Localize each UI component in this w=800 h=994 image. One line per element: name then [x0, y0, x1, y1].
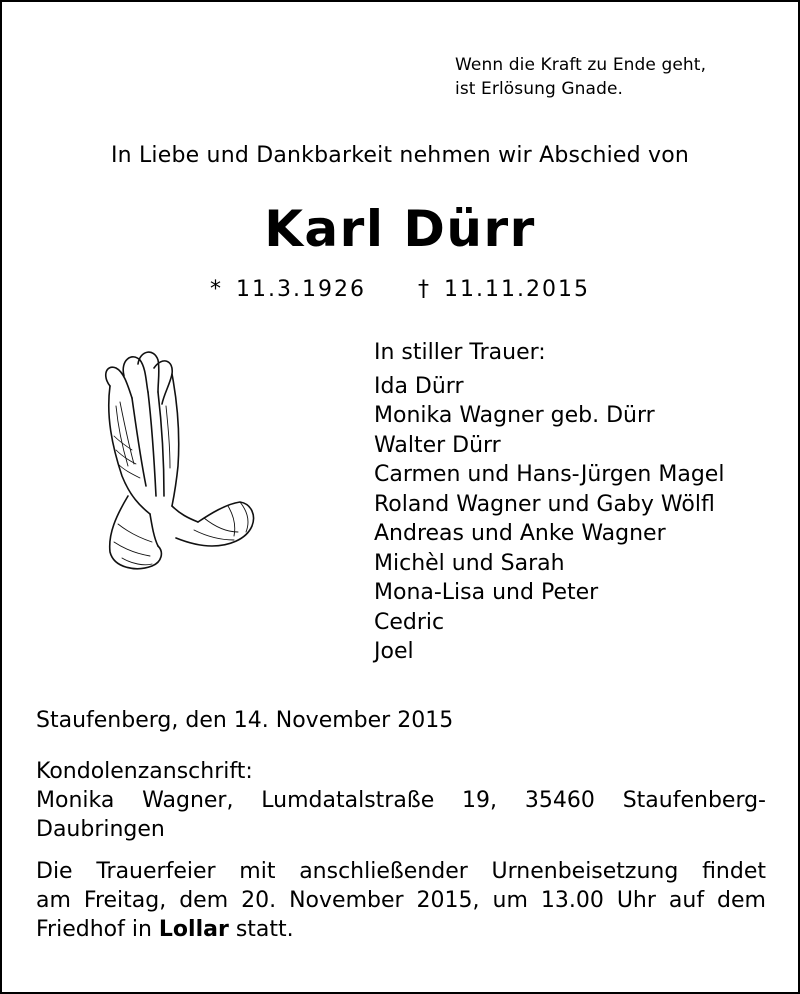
- motto-line-2: ist Erlösung Gnade.: [455, 79, 624, 99]
- death-date: 11.11.2015: [444, 277, 590, 302]
- service-line-3: [36, 915, 766, 944]
- mourner-name: Mona-Lisa und Peter: [374, 580, 599, 605]
- mourner-name: Cedric: [374, 609, 445, 635]
- praying-hands-icon: [88, 346, 258, 578]
- condolence-address-line-1: Monika Wagner, Lumdatalstraße 19, 35460 Staufenberg-: [36, 788, 766, 813]
- mourners-heading: In stiller Trauer:: [374, 340, 546, 365]
- condolence-label: Kondolenzanschrift:: [36, 759, 253, 784]
- place-and-date: Staufenberg, den 14. November 2015: [36, 708, 454, 733]
- service-line-1: Die Trauerfeier mit anschließender Urnenbeisetzung findet: [36, 859, 766, 884]
- funeral-service-info: [36, 857, 766, 944]
- condolence-address-line-2: Daubringen: [36, 817, 165, 842]
- mourner-name: Joel: [374, 639, 414, 664]
- birth-symbol: *: [210, 277, 224, 302]
- deceased-name: Karl Dürr: [264, 200, 536, 258]
- death-symbol: †: [418, 277, 431, 302]
- mourner-name: Monika Wagner geb. Dürr: [374, 403, 655, 428]
- mourner-name: Michèl und Sarah: [374, 550, 565, 576]
- birth-date: 11.3.1926: [236, 277, 366, 302]
- life-dates: [0, 277, 800, 302]
- service-line-2: am Freitag, dem 20. November 2015, um 13.00 Uhr auf dem: [36, 888, 766, 913]
- mourner-name: Walter Dürr: [374, 432, 501, 458]
- mourners-list: [374, 338, 724, 667]
- service-text-end: statt.: [228, 917, 294, 942]
- condolence-address: [36, 757, 766, 844]
- mourner-name: Ida Dürr: [374, 373, 464, 399]
- service-text: Friedhof in: [36, 917, 159, 942]
- motto: [455, 53, 706, 101]
- service-location: Lollar: [158, 917, 229, 942]
- mourner-name: Roland Wagner und Gaby Wölfl: [374, 491, 715, 517]
- mourner-name: Andreas und Anke Wagner: [374, 521, 666, 546]
- intro-text: In Liebe und Dankbarkeit nehmen wir Abschied von: [110, 143, 690, 168]
- motto-line-1: Wenn die Kraft zu Ende geht,: [455, 55, 707, 75]
- mourner-name: Carmen und Hans-Jürgen Magel: [374, 462, 725, 487]
